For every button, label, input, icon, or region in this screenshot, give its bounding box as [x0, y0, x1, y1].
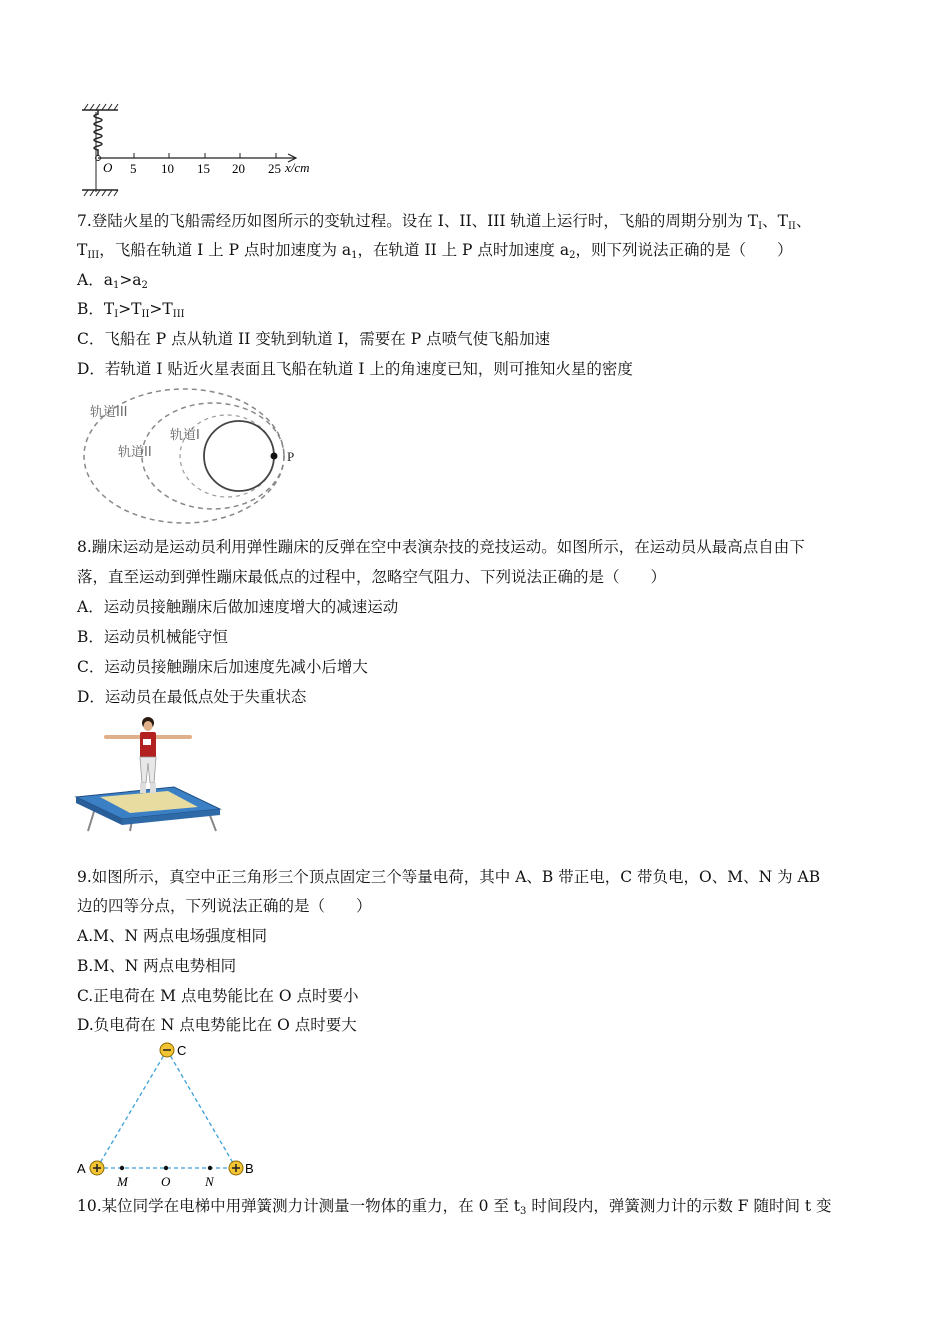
q9-option-c: C.正电荷在 M 点电势能比在 O 点时要小	[77, 987, 359, 1005]
q8-option-b: B．运动员机械能守恒	[77, 628, 228, 646]
q8-option-d: D．运动员在最低点处于失重状态	[77, 688, 307, 706]
label-b: B	[245, 1161, 254, 1176]
athlete	[106, 717, 190, 793]
orbit-figure	[82, 386, 312, 526]
orbit-3-label: 轨道III	[90, 405, 128, 420]
charge-a-positive	[90, 1161, 104, 1175]
point-o	[164, 1166, 168, 1170]
orbit-2	[142, 403, 284, 509]
orbit-2-label: 轨道II	[118, 445, 152, 460]
label-c: C	[177, 1043, 187, 1058]
trampoline-figure	[74, 713, 224, 833]
q9-stem-line2: 边的四等分点，下列说法正确的是（ ）	[77, 897, 372, 915]
label-o: O	[161, 1174, 171, 1189]
q9-option-b: B.M、N 两点电势相同	[77, 957, 237, 975]
tick-label: 20	[232, 161, 245, 176]
q9-option-a: A.M、N 两点电场强度相同	[77, 927, 267, 945]
charge-c-negative	[160, 1043, 174, 1057]
q8-stem-line2: 落，直至运动到弹性蹦床最低点的过程中，忽略空气阻力、下列说法正确的是（ ）	[77, 568, 667, 586]
label-n: N	[205, 1174, 214, 1189]
q8-stem-line1: 8.蹦床运动是运动员利用弹性蹦床的反弹在空中表演杂技的竞技运动。如图所示，在运动员从最高点自由下	[77, 538, 805, 556]
spring-scale-figure	[74, 102, 324, 198]
spring-coil	[94, 110, 102, 156]
label-m: M	[117, 1174, 128, 1189]
point-m	[120, 1166, 124, 1170]
orbit-1	[204, 421, 274, 491]
q7-option-d: D．若轨道 I 贴近火星表面且飞船在轨道 I 上的角速度已知，则可推知火星的密度	[77, 360, 633, 378]
point-p-label: P	[287, 449, 295, 464]
q7-option-b: B．$T_I>T_{II}>T_{III}$	[77, 300, 185, 320]
q7-stem-line1: 7.登陆火星的飞船需经历如图所示的变轨过程。设在 I、II、III 轨道上运行时，飞船的周期分别为 $T_I$、$T_{II}$、	[77, 212, 812, 232]
q9-option-d: D.负电荷在 N 点电势能比在 O 点时要大	[77, 1016, 357, 1034]
label-a: A	[77, 1161, 86, 1176]
axis-unit: x/cm	[285, 160, 310, 175]
tick-label: 15	[197, 161, 210, 176]
q7-stem-line2: $T_{III}$，飞船在轨道 I 上 P 点时加速度为 $a_1$，在轨道 II 上 P 点时加速度 $a_2$，则下列说法正确的是（ ）	[77, 241, 793, 261]
charge-b-positive	[229, 1161, 243, 1175]
q8-option-c: C．运动员接触蹦床后加速度先减小后增大	[77, 658, 368, 676]
tick-label: 25	[268, 161, 281, 176]
q10-stem-line1: 10.某位同学在电梯中用弹簧测力计测量一物体的重力，在 0 至 $t_3$ 时间段内，弹簧测力计的示数 F 随时间 t 变	[77, 1197, 832, 1217]
axis-origin: O	[103, 160, 113, 175]
point-p-dot	[271, 453, 278, 460]
tick-label: 10	[161, 161, 174, 176]
q9-stem-line1: 9.如图所示，真空中正三角形三个顶点固定三个等量电荷，其中 A、B 带正电，C 带负电，O、M、N 为 AB	[77, 868, 821, 886]
q7-option-c: C．飞船在 P 点从轨道 II 变轨到轨道 I，需要在 P 点喷气使飞船加速	[77, 330, 551, 348]
charge-triangle-figure	[74, 1038, 274, 1190]
tick-label: 5	[130, 161, 137, 176]
q8-option-a: A．运动员接触蹦床后做加速度增大的减速运动	[77, 598, 399, 616]
point-n	[208, 1166, 212, 1170]
orbit-1-label: 轨道I	[170, 428, 200, 443]
q7-option-a: A．$a_1>a_2$	[77, 271, 148, 291]
